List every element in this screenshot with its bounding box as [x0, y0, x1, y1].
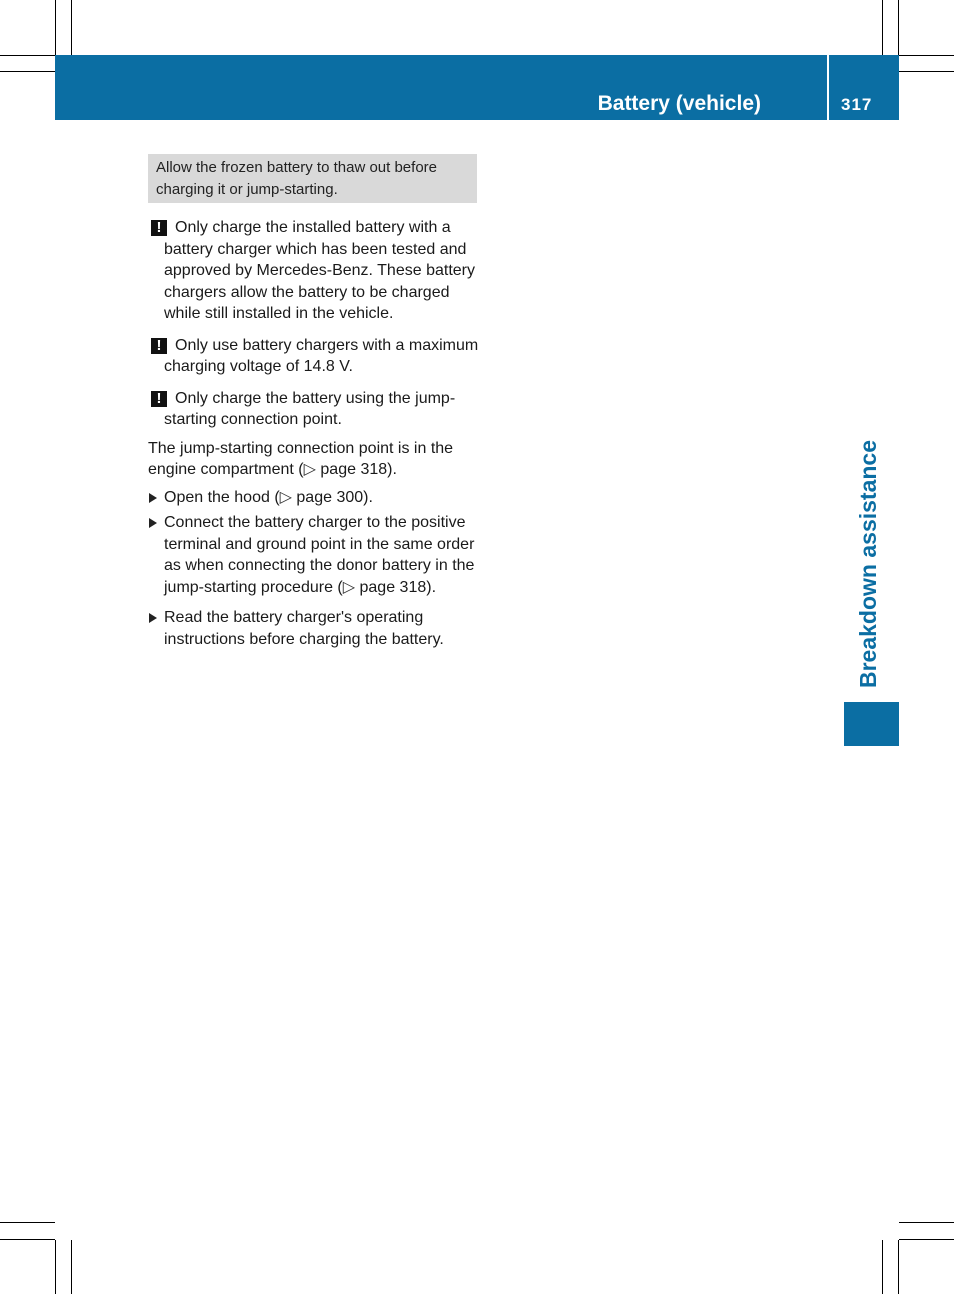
- body-paragraph: [148, 438, 480, 481]
- crop-mark: [899, 1239, 954, 1240]
- page-header: [55, 55, 899, 120]
- warning-item: [148, 217, 480, 325]
- warning-item: [148, 388, 480, 431]
- note-box: Allow the frozen battery to thaw out before charging it or jump-starting.: [148, 154, 477, 203]
- warning-icon: !: [151, 391, 167, 407]
- paragraph-text: The jump-starting connection point is in the engine compartment (: [148, 439, 454, 478]
- crop-mark: [0, 1239, 55, 1240]
- instruction-step: [148, 487, 480, 509]
- crop-mark: [0, 71, 55, 72]
- crop-mark: [55, 1240, 56, 1294]
- step-arrow-icon: [149, 613, 157, 623]
- crop-mark: [899, 55, 954, 56]
- step-text: Open the hood (: [164, 488, 280, 506]
- warning-text: Only charge the installed battery with a battery charger which has been tested and approved by Mercedes-Benz. These battery chargers allow the battery to be charged while still installed in the vehicle.: [164, 219, 475, 322]
- instruction-step: [148, 512, 480, 598]
- step-text-end: ).: [426, 578, 437, 596]
- paragraph-text-end: ).: [387, 461, 397, 478]
- crop-mark: [882, 0, 883, 55]
- page-number: 317: [841, 95, 873, 114]
- step-text-end: ).: [363, 488, 373, 506]
- page-reference-link[interactable]: page 318: [355, 578, 427, 596]
- header-divider: [827, 55, 829, 120]
- crop-mark: [71, 1240, 72, 1294]
- chapter-tab-marker: [844, 702, 899, 746]
- warning-icon: !: [151, 338, 167, 354]
- page-reference-link[interactable]: page 300: [291, 488, 364, 506]
- crop-mark: [0, 1222, 55, 1223]
- warning-item: [148, 335, 480, 378]
- page-reference-link[interactable]: page 318: [315, 461, 388, 478]
- warning-text: Only charge the battery using the jump-starting connection point.: [164, 389, 456, 428]
- warning-icon: !: [151, 220, 167, 236]
- crop-mark: [882, 1240, 883, 1294]
- crop-mark: [898, 1240, 899, 1294]
- step-text: Connect the battery charger to the positive terminal and ground point in the same order as when connecting the donor battery in the jump-starting procedure (: [164, 514, 475, 596]
- crop-mark: [0, 55, 55, 56]
- crop-mark: [71, 0, 72, 55]
- section-title: Battery (vehicle): [597, 92, 761, 115]
- chapter-tab-label: Breakdown assistance: [855, 439, 881, 688]
- crop-mark: [899, 1222, 954, 1223]
- main-content: [148, 217, 480, 654]
- warning-text: Only use battery chargers with a maximum charging voltage of 14.8 V.: [164, 336, 479, 375]
- page-ref-arrow-icon: ▷: [279, 488, 292, 506]
- crop-mark: [898, 0, 899, 55]
- crop-mark: [55, 0, 56, 55]
- instruction-step: [148, 607, 480, 650]
- page-ref-arrow-icon: ▷: [342, 578, 356, 596]
- step-arrow-icon: [149, 493, 157, 503]
- page-ref-arrow-icon: ▷: [303, 461, 316, 478]
- crop-mark: [899, 71, 954, 72]
- step-text: Read the battery charger's operating instructions before charging the battery.: [164, 609, 444, 648]
- step-arrow-icon: [149, 518, 157, 528]
